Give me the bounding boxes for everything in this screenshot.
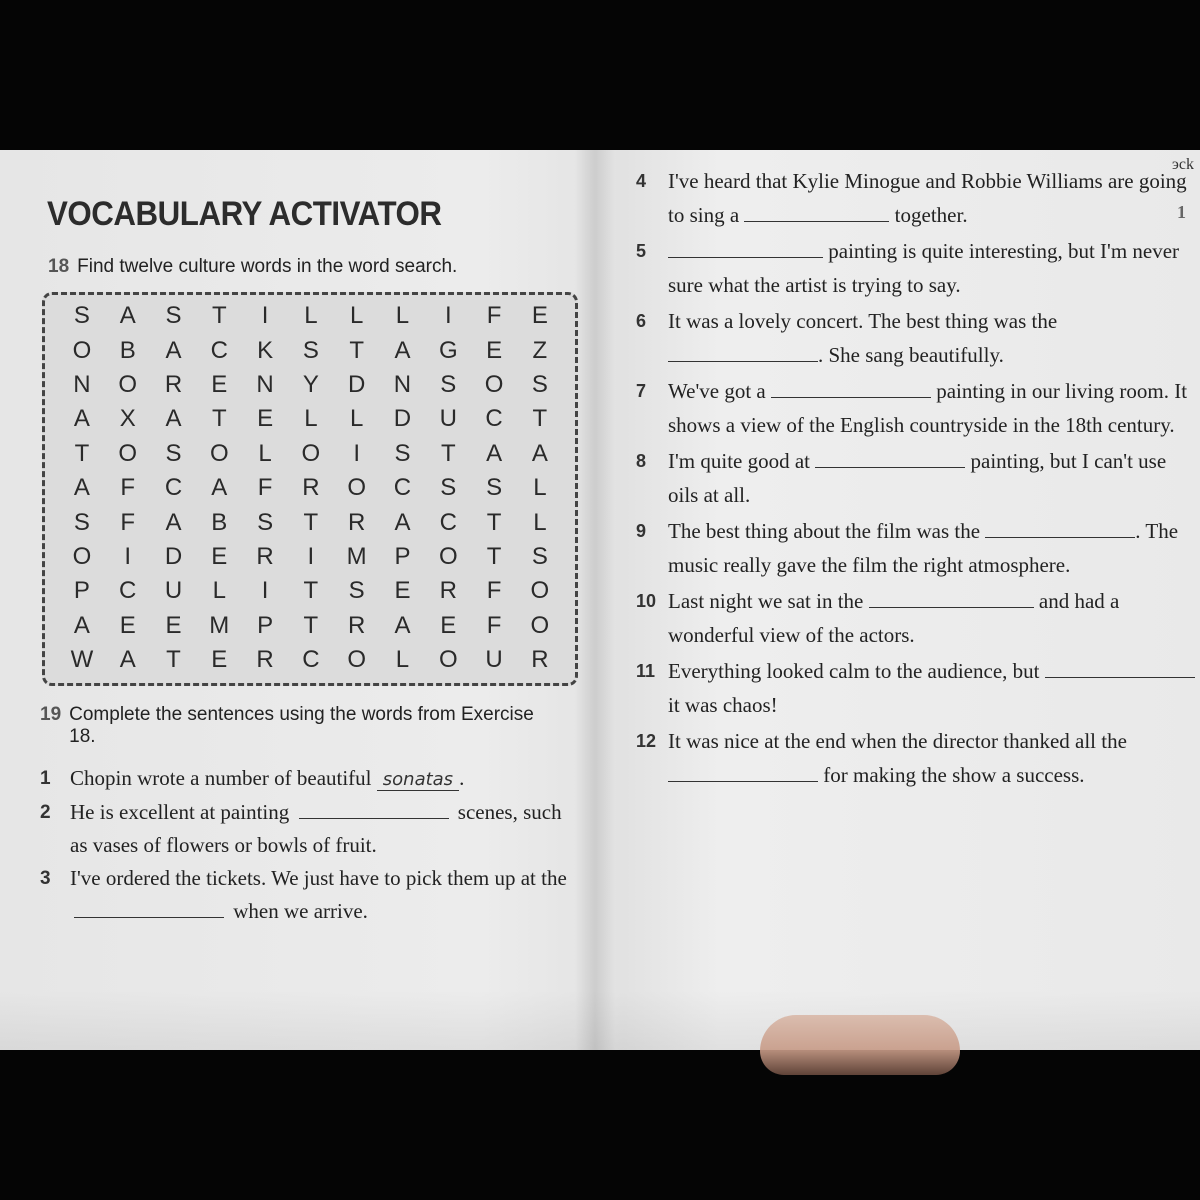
sentence-text: We've got a [668, 379, 766, 403]
grid-letter: S [165, 302, 182, 330]
sentence-text: for making the show a success. [823, 763, 1085, 787]
grid-letter: O [530, 611, 550, 639]
grid-letter: T [303, 508, 319, 536]
sentence-text: It was nice at the end when the director thanked all the [668, 729, 1127, 753]
grid-letter: A [531, 439, 548, 467]
grid-letter: L [395, 302, 410, 330]
grid-letter: M [346, 542, 367, 570]
grid-row [59, 299, 569, 333]
sentence-text: I've heard that Kylie Minogue and Robbie Williams are going to sing a [668, 169, 1187, 227]
grid-letter: R [439, 577, 457, 605]
sentence-number: 11 [636, 661, 656, 681]
grid-letter: B [119, 336, 136, 364]
grid-letter: X [119, 405, 136, 433]
grid-letter: C [439, 508, 457, 536]
grid-letter: I [444, 302, 452, 330]
grid-letter: E [394, 577, 411, 605]
grid-letter: R [256, 542, 274, 570]
grid-letter: L [304, 405, 318, 433]
grid-letter: R [348, 508, 366, 536]
sentence-number: 10 [636, 591, 657, 611]
exercise-number: 18 [48, 256, 70, 277]
answer-blank[interactable] [985, 517, 1135, 538]
grid-letter: F [120, 474, 136, 502]
handwritten-answer: sonatas [377, 769, 459, 791]
grid-letter: S [394, 439, 411, 467]
grid-letter: C [485, 405, 503, 433]
grid-letter: A [165, 336, 182, 364]
sentence-text: scenes, such as vases of flowers or bowls of fruit. [70, 800, 562, 858]
grid-letter: T [440, 439, 456, 467]
grid-letter: B [211, 508, 228, 536]
grid-letter: O [118, 439, 138, 467]
grid-letter: S [486, 474, 503, 502]
grid-letter: Y [302, 370, 319, 398]
grid-letter: C [164, 474, 183, 502]
exercise-sentence [636, 304, 1196, 372]
sentence-text: and had a wonderful view of the actors. [668, 589, 1120, 647]
exercise-19 [40, 704, 580, 928]
grid-letter: L [212, 577, 226, 605]
sentence-text: painting in our living room. It shows a view of the English countryside in the 18th century. [668, 379, 1188, 437]
grid-letter: D [164, 542, 183, 570]
sentence-text: . The music really gave the film the right atmosphere. [668, 519, 1179, 577]
sentence-text: The best thing about the film was the [668, 519, 981, 543]
exercise-19-items [40, 762, 580, 928]
grid-letter: O [118, 370, 138, 398]
grid-letter: D [393, 405, 412, 433]
grid-letter: L [350, 405, 364, 433]
grid-letter: F [257, 474, 273, 502]
sentence-text: I've ordered the tickets. We just have to pick them up at the [70, 866, 567, 891]
exercise-number: 19 [40, 704, 62, 726]
grid-letter: S [73, 508, 90, 536]
grid-letter: F [486, 611, 502, 639]
exercise-18-heading [48, 256, 580, 278]
grid-letter: R [164, 370, 183, 398]
grid-letter: E [165, 611, 182, 639]
grid-letter: C [119, 577, 137, 605]
answer-blank[interactable] [1045, 657, 1195, 678]
sentence-number: 2 [40, 802, 51, 824]
grid-letter: E [486, 336, 503, 364]
exercise-sentence [636, 654, 1196, 722]
grid-letter: A [165, 405, 182, 433]
word-search-grid [42, 292, 578, 686]
grid-letter: O [72, 336, 92, 364]
sentence-text: painting is quite interesting, but I'm never sure what the artist is trying to say. [668, 239, 1180, 297]
page-spine [575, 150, 615, 1050]
answer-blank[interactable] [668, 761, 818, 782]
exercise-instruction: Complete the sentences using the words from Exercise 18. [69, 704, 534, 748]
grid-letter: O [347, 646, 367, 674]
grid-letter: T [74, 439, 90, 467]
grid-letter: G [438, 336, 458, 364]
grid-letter: O [484, 370, 504, 398]
grid-letter: Z [532, 336, 548, 364]
grid-letter: C [302, 646, 320, 674]
page-number: 1 [1177, 202, 1186, 222]
grid-letter: O [301, 439, 321, 467]
sentence-number: 3 [40, 868, 51, 890]
grid-letter: T [486, 542, 502, 570]
grid-letter: E [119, 611, 136, 639]
grid-letter: U [164, 577, 183, 605]
sentence-number: 12 [636, 731, 657, 751]
grid-letter: D [348, 370, 366, 398]
grid-letter: E [211, 646, 228, 674]
grid-letter: L [304, 302, 318, 330]
grid-letter: O [438, 646, 458, 674]
grid-letter: A [394, 336, 411, 364]
grid-row [59, 540, 569, 574]
grid-letter: N [393, 370, 412, 398]
grid-letter: S [440, 370, 457, 398]
answer-blank[interactable] [771, 377, 931, 398]
grid-letter: T [532, 405, 548, 433]
grid-letter: P [394, 542, 411, 570]
grid-letter: T [211, 302, 227, 330]
grid-row [59, 471, 569, 505]
grid-letter: W [70, 646, 94, 674]
finger [760, 1015, 960, 1075]
sentence-text: it was chaos! [668, 693, 778, 717]
workbook-page [0, 150, 1200, 1050]
exercise-sentence [40, 762, 580, 796]
sentence-text: together. [894, 203, 968, 227]
sentence-text: painting, but I can't use oils at all. [668, 449, 1167, 507]
grid-letter: S [348, 577, 365, 605]
grid-letter: P [257, 611, 274, 639]
grid-row [59, 643, 569, 677]
grid-letter: A [119, 302, 136, 330]
grid-letter: L [533, 508, 547, 536]
sentence-number: 9 [636, 521, 647, 541]
grid-letter: S [531, 370, 548, 398]
grid-letter: A [394, 508, 411, 536]
grid-row [59, 333, 569, 367]
grid-row [59, 402, 569, 436]
grid-letter: A [165, 508, 182, 536]
sentence-number: 6 [636, 311, 647, 331]
answer-blank[interactable] [74, 897, 224, 918]
grid-letter: R [302, 474, 320, 502]
grid-letter: T [166, 646, 181, 674]
sentence-number: 4 [636, 171, 647, 191]
grid-letter: N [73, 370, 91, 398]
answer-blank[interactable] [668, 237, 823, 258]
grid-letter: I [261, 577, 269, 605]
answer-blank[interactable] [815, 447, 965, 468]
grid-letter: C [393, 474, 412, 502]
grid-letter: S [531, 542, 548, 570]
grid-letter: I [353, 439, 361, 467]
grid-letter: I [261, 302, 269, 330]
sentence-text: when we arrive. [233, 899, 368, 924]
grid-letter: A [73, 611, 90, 639]
section-heading: VOCABULARY ACTIVATOR [47, 195, 442, 233]
grid-letter: T [486, 508, 502, 536]
grid-letter: E [257, 405, 274, 433]
exercise-sentence [636, 164, 1196, 232]
grid-letter: P [73, 577, 90, 605]
exercise-sentence [40, 862, 580, 928]
grid-letter: L [395, 646, 410, 674]
sentence-number: 7 [636, 381, 647, 401]
grid-letter: T [349, 336, 365, 364]
grid-letter: T [211, 405, 227, 433]
grid-letter: E [211, 542, 228, 570]
grid-letter: S [257, 508, 274, 536]
grid-letter: C [210, 336, 228, 364]
grid-letter: E [531, 302, 548, 330]
grid-letter: O [72, 542, 92, 570]
answer-blank[interactable] [668, 341, 818, 362]
sentence-text: . She sang beautifully. [818, 343, 1004, 367]
grid-letter: F [120, 508, 136, 536]
grid-letter: E [211, 370, 228, 398]
exercise-sentence [636, 584, 1196, 652]
sentence-text: Last night we sat in the [668, 589, 864, 613]
sentence-text: Everything looked calm to the audience, but [668, 659, 1040, 683]
answer-blank[interactable] [299, 798, 449, 819]
grid-letter: A [119, 646, 136, 674]
grid-letter: R [531, 646, 549, 674]
grid-letter: O [438, 542, 458, 570]
sentence-number: 1 [40, 768, 51, 790]
grid-letter: A [211, 474, 228, 502]
sentence-text: Chopin wrote a number of beautiful [70, 766, 372, 791]
sentence-number: 8 [636, 451, 647, 471]
exercise-sentence [636, 514, 1196, 582]
grid-letter: M [209, 611, 230, 639]
sentence-text: He is excellent at painting [70, 800, 290, 825]
grid-letter: K [257, 336, 274, 364]
corner-text: эck [1172, 156, 1194, 173]
grid-letter: N [256, 370, 274, 398]
grid-letter: R [348, 611, 366, 639]
grid-letter: A [73, 405, 90, 433]
grid-letter: A [394, 611, 411, 639]
grid-letter: L [533, 474, 547, 502]
grid-letter: S [440, 474, 457, 502]
grid-row [59, 368, 569, 402]
grid-letter: O [347, 474, 367, 502]
grid-row [59, 437, 569, 471]
grid-letter: T [303, 611, 319, 639]
grid-letter: E [440, 611, 457, 639]
page-shadow [0, 990, 1200, 1050]
grid-letter: R [256, 646, 274, 674]
grid-letter: S [165, 439, 182, 467]
grid-letter: T [303, 577, 319, 605]
answer-blank[interactable] [869, 587, 1034, 608]
exercise-sentence [636, 724, 1196, 792]
grid-letter: A [73, 474, 90, 502]
exercise-sentence [636, 234, 1196, 302]
right-column [636, 164, 1196, 792]
grid-letter: S [302, 336, 319, 364]
grid-letter: O [209, 439, 229, 467]
grid-row [59, 574, 569, 608]
exercise-sentence [636, 374, 1196, 442]
exercise-19-heading [40, 704, 580, 748]
sentence-text: It was a lovely concert. The best thing was the [668, 309, 1058, 333]
exercise-sentence [636, 444, 1196, 512]
grid-letter: A [486, 439, 503, 467]
grid-row [59, 609, 569, 643]
grid-letter: U [485, 646, 503, 674]
grid-letter: I [124, 542, 132, 570]
grid-letter: U [439, 405, 457, 433]
grid-letter: I [307, 542, 315, 570]
grid-letter: F [486, 302, 502, 330]
left-column [40, 195, 580, 928]
sentence-number: 5 [636, 241, 647, 261]
grid-letter: L [258, 439, 272, 467]
sentence-text: . [459, 766, 465, 791]
answer-blank[interactable] [744, 201, 889, 222]
exercise-instruction: Find twelve culture words in the word search. [77, 256, 458, 277]
grid-letter: S [73, 302, 90, 330]
grid-letter: L [350, 302, 364, 330]
grid-row [59, 505, 569, 539]
exercise-sentence [40, 796, 580, 862]
grid-letter: O [530, 577, 550, 605]
sentence-text: I'm quite good at [668, 449, 811, 473]
grid-letter: F [486, 577, 502, 605]
